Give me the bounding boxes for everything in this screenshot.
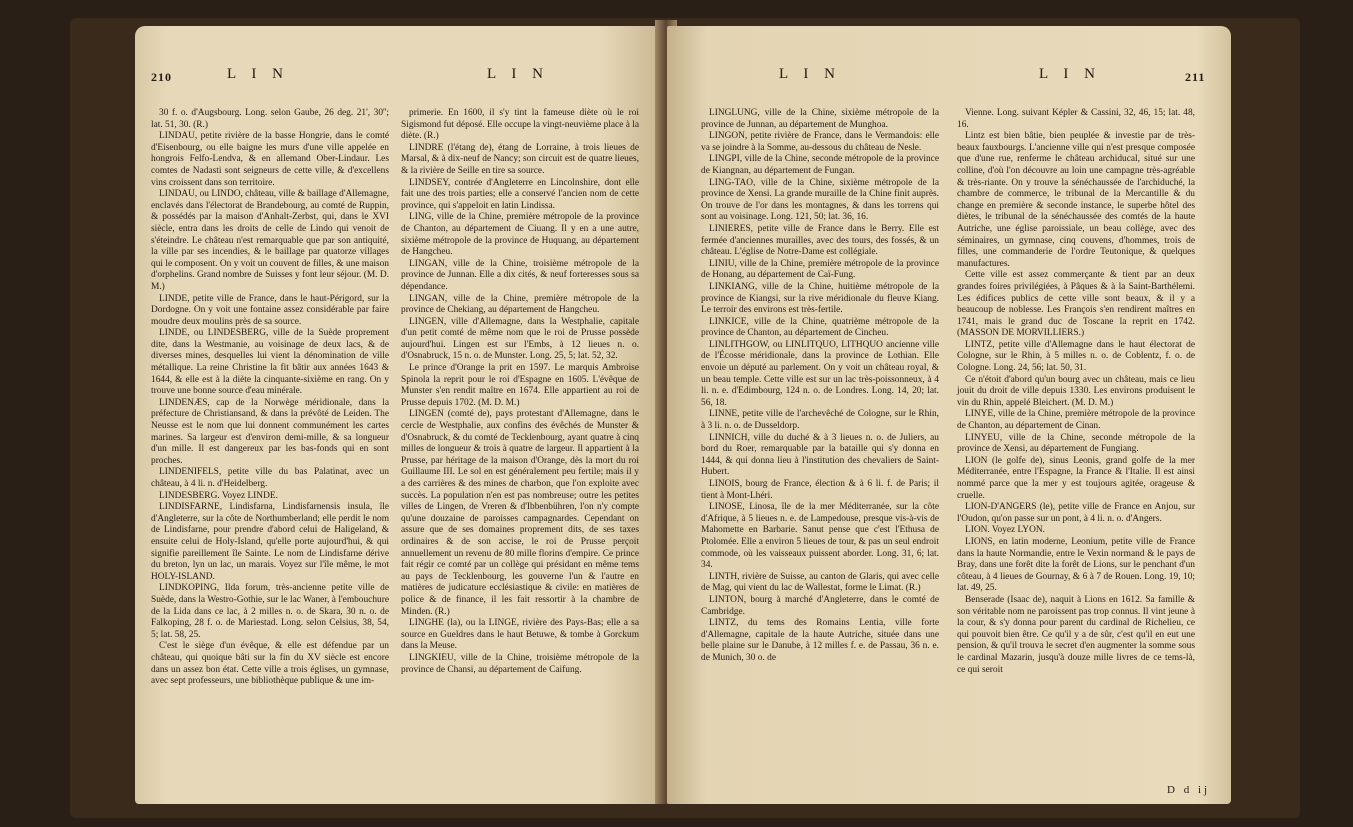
entry: Vienne. Long. suivant Képler & Cassini, 32, 46, 15; lat. 48, 16. [957,108,1195,130]
left-column-1 [151,108,389,688]
entry: LINDE, petite ville de France, dans le haut-Périgord, sur la Dordogne. On y voit une fontaine assez considérable par faire moudre deux moulins près de sa source. [151,293,389,327]
entry: Cette ville est assez commerçante & tient par an deux grandes foires privilégiées, à Pâques & à la Saint-Barthélemi. Les édifices publics de cette ville sont beaux, & il y a beaucoup de noblesse. Les François s'en rendirent maîtres en 1741, mais le grand duc de Toscane la reprit en 1742. (MASSON DE MORVILLIERS.) [957,270,1195,339]
right-running-head-2: L I N [1039,66,1101,82]
entry: LION. Voyez LYON. [965,525,1045,536]
entry: LINIERES, petite ville de France dans le Berry. Elle est fermée d'anciennes murailles, avec des tours, des fossés, & un château. L'église de Notre-Dame est collégiale. [701,223,939,258]
entry: LINGEN (comté de), pays protestant d'Allemagne, dans le cercle de Westphalie, aux confins des évêchés de Munster & d'Osnabruck, & du comté de Tecklenbourg, ayant quatre à cinq milles de longueur & trois à quatre de largeur. Il appartient à la Prusse, par héritage de la maison d'Orange, dès la mort du roi Guillaume III. Le sol en est généralement peu fertile; mais il y a des carrières & des mines de charbon, que l'on exploite avec succès. La population n'en est pas nombreuse; outre les petites villes de Lingen, de Vreren & d'Ibbenbühren, l'on n'y compte qu'une douzaine de paroisses campagnardes. Cependant on assure que de ses domaines proprement dits, de ses taxes ordinaires & de son accise, le roi de Prusse perçoit annuellement un revenu de 80 mille florins d'empire. Ce prince fait régir ce comté par un collège qui présidant en même tems au pays de Tecklenbourg, les gouverne l'un & l'autre en matières de judicature ecclésiastique & civile: en matières de police & de finance, il les fait ressortir à la chambre de Minden. (R.) [401,409,639,617]
entry: C'est le siège d'un évêque, & elle est défendue par un château, qui quoique bâti sur la fin du XV siècle est encore dans un assez bon état. Cette ville a trois églises, un gymnase, avec sept professeurs, une bibliothèque publique & une im- [151,641,389,687]
entry: LINLITHGOW, ou LINLITQUO, LITHQUO ancienne ville de l'Écosse méridionale, dans la province de Lothian. Elle envoie un député au parlement. On y voit un château royal, & un beau temple. Cette ville est sur un lac très-poissonneux, à 4 li. n. e. d'Edimbourg, 124 n. o. de Londres. Long. 14, 20; lat. 56, 18. [701,339,939,408]
left-page-number: 210 [151,70,172,84]
entry: LINYE, ville de la Chine, première métropole de la province de Chanton, au département de Cinan. [957,409,1195,432]
entry: LINNE, petite ville de l'archevêché de Cologne, sur le Rhin, à 3 li. n. o. de Dusseldorp. [701,409,939,432]
entry: LINGKIEU, ville de la Chine, troisième métropole de la province de Chansi, au département de Caifung. [401,652,639,675]
entry: LINGAN, ville de la Chine, première métropole de la province de Chekiang, au département de Hangcheu. [401,293,639,316]
entry: LINDE, ou LINDESBERG, ville de la Suède proprement dite, dans la Westmanie, au voisinage de deux lacs, & de diverses mines, desquelles lui vient la dénomination de ville métallique. La reine Christine la fit bâtir aux années 1643 & 1644, & elle est à la diète la cinquante-sixième en rang. On y trouve une bonne source d'eau minérale. [151,328,389,397]
entry: LINDAU, ou LINDO, château, ville & baillage d'Allemagne, enclavés dans l'électorat de Brandebourg, au comté de Ruppin, & possédés par la maison d'Anhalt-Zerbst, qui, dans le XVI siècle, entra dans les droits de celle de Lindo qui venoit de s'éteindre. Le château n'est remarquable que par son antiquité, la ville par ses incendies, & le baillage par quatorze villages qui le composent. On y voit un couvent de filles, & une maison d'orphelins. Grand nombre de Suisses y font leur séjour. (M. D. M.) [151,189,390,292]
entry: LINOIS, bourg de France, élection & à 6 li. f. de Paris; il tient à Mont-Lhéri. [701,479,939,501]
entry: Ce n'étoit d'abord qu'un bourg avec un château, mais ce lieu jouit du droit de ville depuis 1330. Les environs produisent le vin du Rhin, appelé Bleichert. (M. D. M.) [957,374,1195,408]
entry: LINDAU, petite rivière de la basse Hongrie, dans le comté d'Eisenbourg, ou elle baigne les murs d'une ville appelée en hongrois Felfo-Lendva, & en allemand Ober-Lindaur. Les comtes de Nadasti sont seigneurs de cette ville, & d'excellens vins croissent dans son territoire. [151,131,389,188]
right-page [667,26,1231,804]
entry: LINGPI, ville de la Chine, seconde métropole de la province de Kiangnan, au département de Fungan. [701,154,939,176]
left-page [135,26,663,804]
entry: LINDENÆS, cap de la Norwège méridionale, dans la préfecture de Christiansand, & dans la prévôté de Leiden. The Neusse est le nom que lui donnent communément les cartes marines. Sa largeur est d'environ demi-mille, & sa longueur d'un mille. Il est dangereux par les bas-fonds qui en sont proches. [151,397,389,466]
entry: LION (le golfe de), sinus Leonis, grand golfe de la mer Méditerranée, entre l'Espagne, la France & l'Italie. Il est ainsi nommé parce que la mer y est toujours agitée, orageuse & cruelle. [957,455,1195,501]
left-column-2 [401,108,639,676]
entry: LINYEU, ville de la Chine, seconde métropole de la province de Xensi, au département de Fungiang. [957,432,1195,455]
right-running-head: L I N [779,66,841,82]
entry: LINTH, rivière de Suisse, au canton de Glaris, qui avec celle de Mag, qui vient du lac de Wallestat, forme le Limat. (R.) [701,571,939,594]
right-column-1 [701,108,939,665]
entry: LINDENIFELS, petite ville du bas Palatinat, avec un château, à 4 li. n. d'Heidelberg. [151,467,389,489]
entry: LINOSE, Linosa, île de la mer Méditerranée, sur la côte d'Afrique, à 5 lieues n. e. de Lampedouse, presque vis-à-vis de Mahomette en Barbarie. Sanut pense que c'est l'Ethusa de Ptolomée. Elle a environ 5 lieues de tour, & pas un seul endroit commode, où les vaisseaux puissent aborder. Long. 31, 6; lat. 34. [701,502,939,571]
left-running-head-2: L I N [487,66,549,82]
catchword: D d ij [1167,784,1211,796]
entry: Lintz est bien bâtie, bien peuplée & investie par de très-beaux fauxbourgs. L'ancienne ville qui n'est presque composée que d'une rue, renferme le château archiducal, situé sur une colline, d'où l'on découvre au loin une campagne très-agréable & très-riante. On y trouve la sénéchaussée de l'archiduché, la chambre de commerce, le tribunal de la Mercantille & du change en première & seconde instance, le superbe hôtel des diètes, le tribunal de la sénéchaussée des comtés de la haute Autriche, une église paroissiale, un beau collège, avec des séminaires, un gymnase, cinq couvens, d'hommes, trois de filles, une commanderie de l'ordre Teutonique, & quelques manufactures. [957,131,1195,269]
entry: Le prince d'Orange la prit en 1597. Le marquis Ambroise Spinola la reprit pour le roi d'Espagne en 1605. L'évêque de Munster s'en rendit maître en 1674. Elle appartient au roi de Prusse depuis 1702. (M. D. M.) [401,363,639,408]
entry: LINTZ, du tems des Romains Lentia, ville forte d'Allemagne, capitale de la haute Autriche, située dans une belle plaine sur le Danube, à 12 milles f. e. de Passau, 36 n. e. de Munich, 30 o. de [701,618,939,663]
entry: LINGAN, ville de la Chine, troisième métropole de la province de Junnan. Elle a dix cités, & neuf forteresses sous sa dépendance. [401,258,639,292]
left-running-head: L I N [227,66,289,82]
entry: LINDESBERG. Voyez LINDE. [159,490,278,501]
entry: LINTZ, petite ville d'Allemagne dans le haut électorat de Cologne, sur le Rhin, à 5 milles n. o. de Coblentz, f. o. de Cologne. Long. 24, 56; lat. 50, 31. [957,339,1195,374]
entry: LINKICE, ville de la Chine, quatrième métropole de la province de Chanton, au département de Cincheu. [701,316,939,339]
entry: LINDISFARNE, Lindisfarna, Lindisfarnensis insula, île d'Angleterre, sur la côte de Northumberland; elle perdit le nom de Lindisfarne, pour prendre d'abord celui de Haligeland, & ensuite celui de Holy-Island, qu'elle porte aujourd'hui, & qui signifie pareillement île Sainte. Le nom de Lindisfarne dérive du breton, lyn un lac, un marais. Voyez sur l'île même, le mot HOLY-ISLAND. [151,502,389,582]
entry: LING-TAO, ville de la Chine, sixième métropole de la province de Xensi. La grande muraille de la Chine finit auprès. On trouve de l'or dans les montagnes, & dans les torrens qui sont au voisinage. Long. 121, 50; lat. 36, 16. [701,177,939,223]
entry: LINDRE (l'étang de), étang de Lorraine, à trois lieues de Marsal, & à dix-neuf de Nancy; son circuit est de quatre lieues, & la rivière de Seille en tire sa source. [401,142,639,176]
entry: LION-D'ANGERS (le), petite ville de France en Anjou, sur l'Oudon, qu'on passe sur un pont, à 4 li. n. o. d'Angers. [957,502,1195,524]
entry: LINDSEY, contrée d'Angleterre en Lincolnshire, dont elle fait une des trois parties; elle a conservé l'ancien nom de cette province, qui s'appeloit en latin Lindissa. [401,177,639,211]
entry: LINGON, petite rivière de France, dans le Vermandois: elle va se joindre à la Somme, au-dessous du château de Nesle. [701,131,939,153]
entry: Benserade (Isaac de), naquit à Lions en 1612. Sa famille & son véritable nom ne paroissent pas trop connus. Il vint jeune à la cour, & s'y donna pour parent du cardinal de Richelieu, ce qui pouvoit bien être. Ce qu'il y a de sûr, c'est qu'il en eut une pension, & qu'il trouva le secret d'en augmenter la somme sous le cardinal Mazarin, jusqu'à douze mille livres de ce tems-là, ce qui seroit [957,594,1195,675]
entry: LINGLUNG, ville de la Chine, sixième métropole de la province de Junnan, au département de Munghoa. [701,108,939,130]
right-page-number: 211 [1185,70,1206,84]
entry: LINGEN, ville d'Allemagne, dans la Westphalie, capitale d'un petit comté de même nom que le roi de Prusse possède aujourd'hui. Lingen est sur l'Embs, à 12 lieues n. o. d'Osnabruck, 15 n. o. de Munster. Long. 25, 5; lat. 52, 32. [401,316,639,362]
entry: LINNICH, ville du duché & à 3 lieues n. o. de Juliers, au bord du Roer, remarquable par la bataille qui s'y donna en 1444, & qui donna lieu à l'institution des chevaliers de Saint-Hubert. [701,432,939,478]
entry: LINDKOPING, Ilda forum, très-ancienne petite ville de Suède, dans la Westro-Gothie, sur le lac Waner, à l'embouchure de la Lida dans ce lac, à 2 milles n. o. de Skara, 30 n. o. de Falkoping, 28 f. o. de Mariestad. Long. selon Celsius, 38, 54, 5; lat. 58, 25. [151,583,389,640]
entry: LINKIANG, ville de la Chine, huitième métropole de la province de Kiangsi, sur la rive méridionale du fleuve Kiang. Le terroir des environs est très-fertile. [701,281,939,316]
right-column-2 [957,108,1195,676]
entry: LINGHE (la), ou la LINGE, rivière des Pays-Bas; elle a sa source en Gueldres dans le haut Betuwe, & tombe à Gorckum dans la Meuse. [401,618,639,652]
entry: 30 f. o. d'Augsbourg. Long. selon Gaube, 26 deg. 21', 30''; lat. 51, 30. (R.) [151,108,389,130]
entry: primerie. En 1600, il s'y tint la fameuse diète où le roi Sigismond fut déposé. Elle occupe la vingt-neuvième place à la diète. (R.) [401,108,639,142]
entry: LING, ville de la Chine, première métropole de la province de Chanton, au département de Ciuang. Il y en a une autre, sixième métropole de la province de Huquang, au département de Hangcheu. [401,212,639,258]
entry: LIONS, en latin moderne, Leonium, petite ville de France dans la haute Normandie, entre le Vexin normand & le pays de Bray, dans une forêt dite la forêt de Lions, sur le penchant d'un côteau, à 4 lieues de Gournay, & 6 à 7 de Rouen. Long. 19, 10; lat. 49, 25. [957,536,1195,594]
entry: LINTON, bourg à marché d'Angleterre, dans le comté de Cambridge. [701,594,939,617]
entry: LINIU, ville de la Chine, première métropole de la province de Honang, au département de Caï-Fung. [701,258,939,281]
